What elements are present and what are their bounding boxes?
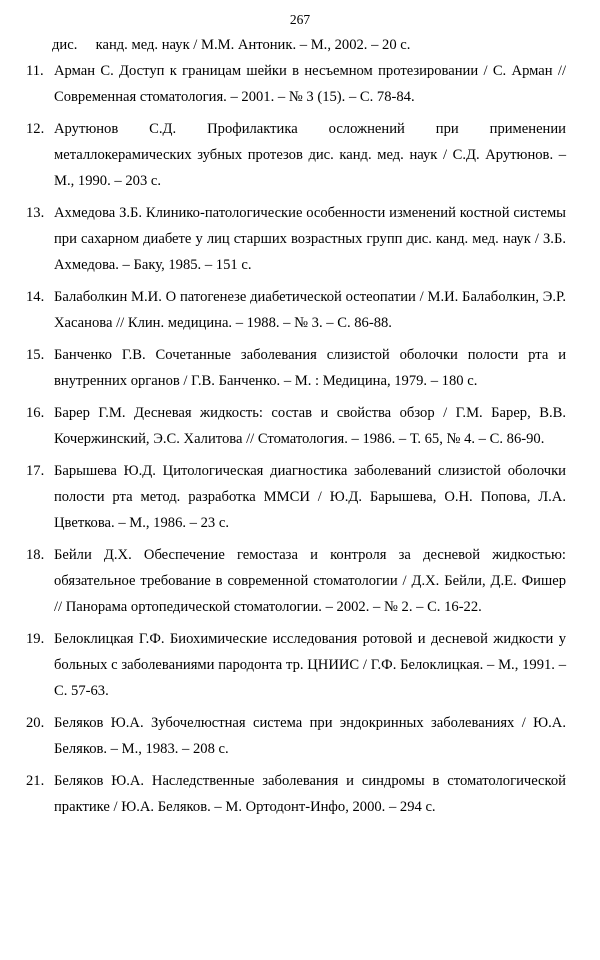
reference-text: Ахмедова З.Б. Клинико-патологические особенности изменений костной системы при сахарном диабете у лиц старших возрастных групп дис. канд. мед. наук / З.Б. Ахмедова. – Баку, 1985. – 151 с.: [54, 205, 566, 273]
reference-item: [26, 400, 566, 452]
reference-text: Беляков Ю.А. Зубочелюстная система при эндокринных заболеваниях / Ю.А. Беляков. – М., 1983. – 208 с.: [54, 715, 566, 757]
reference-text: Арман С. Доступ к границам шейки в несъемном протезировании / С. Арман // Современная стоматология. – 2001. – № 3 (15). – С. 78-84.: [54, 63, 566, 105]
reference-list: [0, 58, 600, 826]
reference-text: Арутюнов С.Д. Профилактика осложнений при применении металлокерамических зубных протезов дис. канд. мед. наук / С.Д. Арутюнов. – М., 1990. – 203 с.: [54, 121, 566, 189]
reference-item: [26, 58, 566, 110]
reference-text: Банченко Г.В. Сочетанные заболевания слизистой оболочки полости рта и внутренних органов / Г.В. Банченко. – М. : Медицина, 1979. – 180 с.: [54, 347, 566, 389]
continuation-line: дис. канд. мед. наук / М.М. Антоник. – М., 2002. – 20 с.: [52, 37, 411, 53]
page-number: 267: [289, 12, 311, 27]
reference-item: [26, 542, 566, 620]
reference-text: Барышева Ю.Д. Цитологическая диагностика заболеваний слизистой оболочки полости рта метод. разработка ММСИ / Ю.Д. Барышева, О.Н. Попова, Л.А. Цветкова. – М., 1986. – 23 с.: [54, 463, 566, 531]
reference-number: 18.: [26, 547, 45, 563]
reference-number: 17.: [26, 463, 45, 479]
reference-item: [26, 458, 566, 536]
reference-text: Балаболкин М.И. О патогенезе диабетической остеопатии / М.И. Балаболкин, Э.Р. Хасанова // Клин. медицина. – 1988. – № 3. – С. 86-88.: [54, 289, 566, 331]
reference-number: 16.: [26, 405, 45, 421]
reference-item: [26, 116, 566, 194]
reference-item: [26, 200, 566, 278]
reference-number: 14.: [26, 289, 45, 305]
reference-item: [26, 710, 566, 762]
reference-number: 13.: [26, 205, 45, 221]
reference-number: 15.: [26, 347, 45, 363]
reference-item: [26, 768, 566, 820]
reference-text: Барер Г.М. Десневая жидкость: состав и свойства обзор / Г.М. Барер, В.В. Кочержинский, Э.С. Халитова // Стоматология. – 1986. – Т. 65, № 4. – С. 86-90.: [54, 405, 566, 447]
reference-text: Беляков Ю.А. Наследственные заболевания и синдромы в стоматологической практике / Ю.А. Беляков. – М. Ортодонт-Инфо, 2000. – 294 с.: [54, 773, 566, 815]
reference-text: Белоклицкая Г.Ф. Биохимические исследования ротовой и десневой жидкости у больных с заболеваниями пародонта тр. ЦНИИС / Г.Ф. Белоклицкая. – М., 1991. – С. 57-63.: [54, 631, 566, 699]
reference-item: [26, 342, 566, 394]
reference-number: 21.: [26, 773, 45, 789]
reference-text: Бейли Д.Х. Обеспечение гемостаза и контроля за десневой жидкостью: обязательное требование в современной стоматологии / Д.Х. Бейли, Д.Е. Фишер // Панорама ортопедической стоматологии. – 2002. – № 2. – С. 16-22.: [54, 547, 566, 615]
reference-number: 12.: [26, 121, 45, 137]
reference-number: 19.: [26, 631, 45, 647]
reference-item: [26, 626, 566, 704]
reference-number: 11.: [26, 63, 44, 79]
reference-number: 20.: [26, 715, 45, 731]
reference-item: [26, 284, 566, 336]
